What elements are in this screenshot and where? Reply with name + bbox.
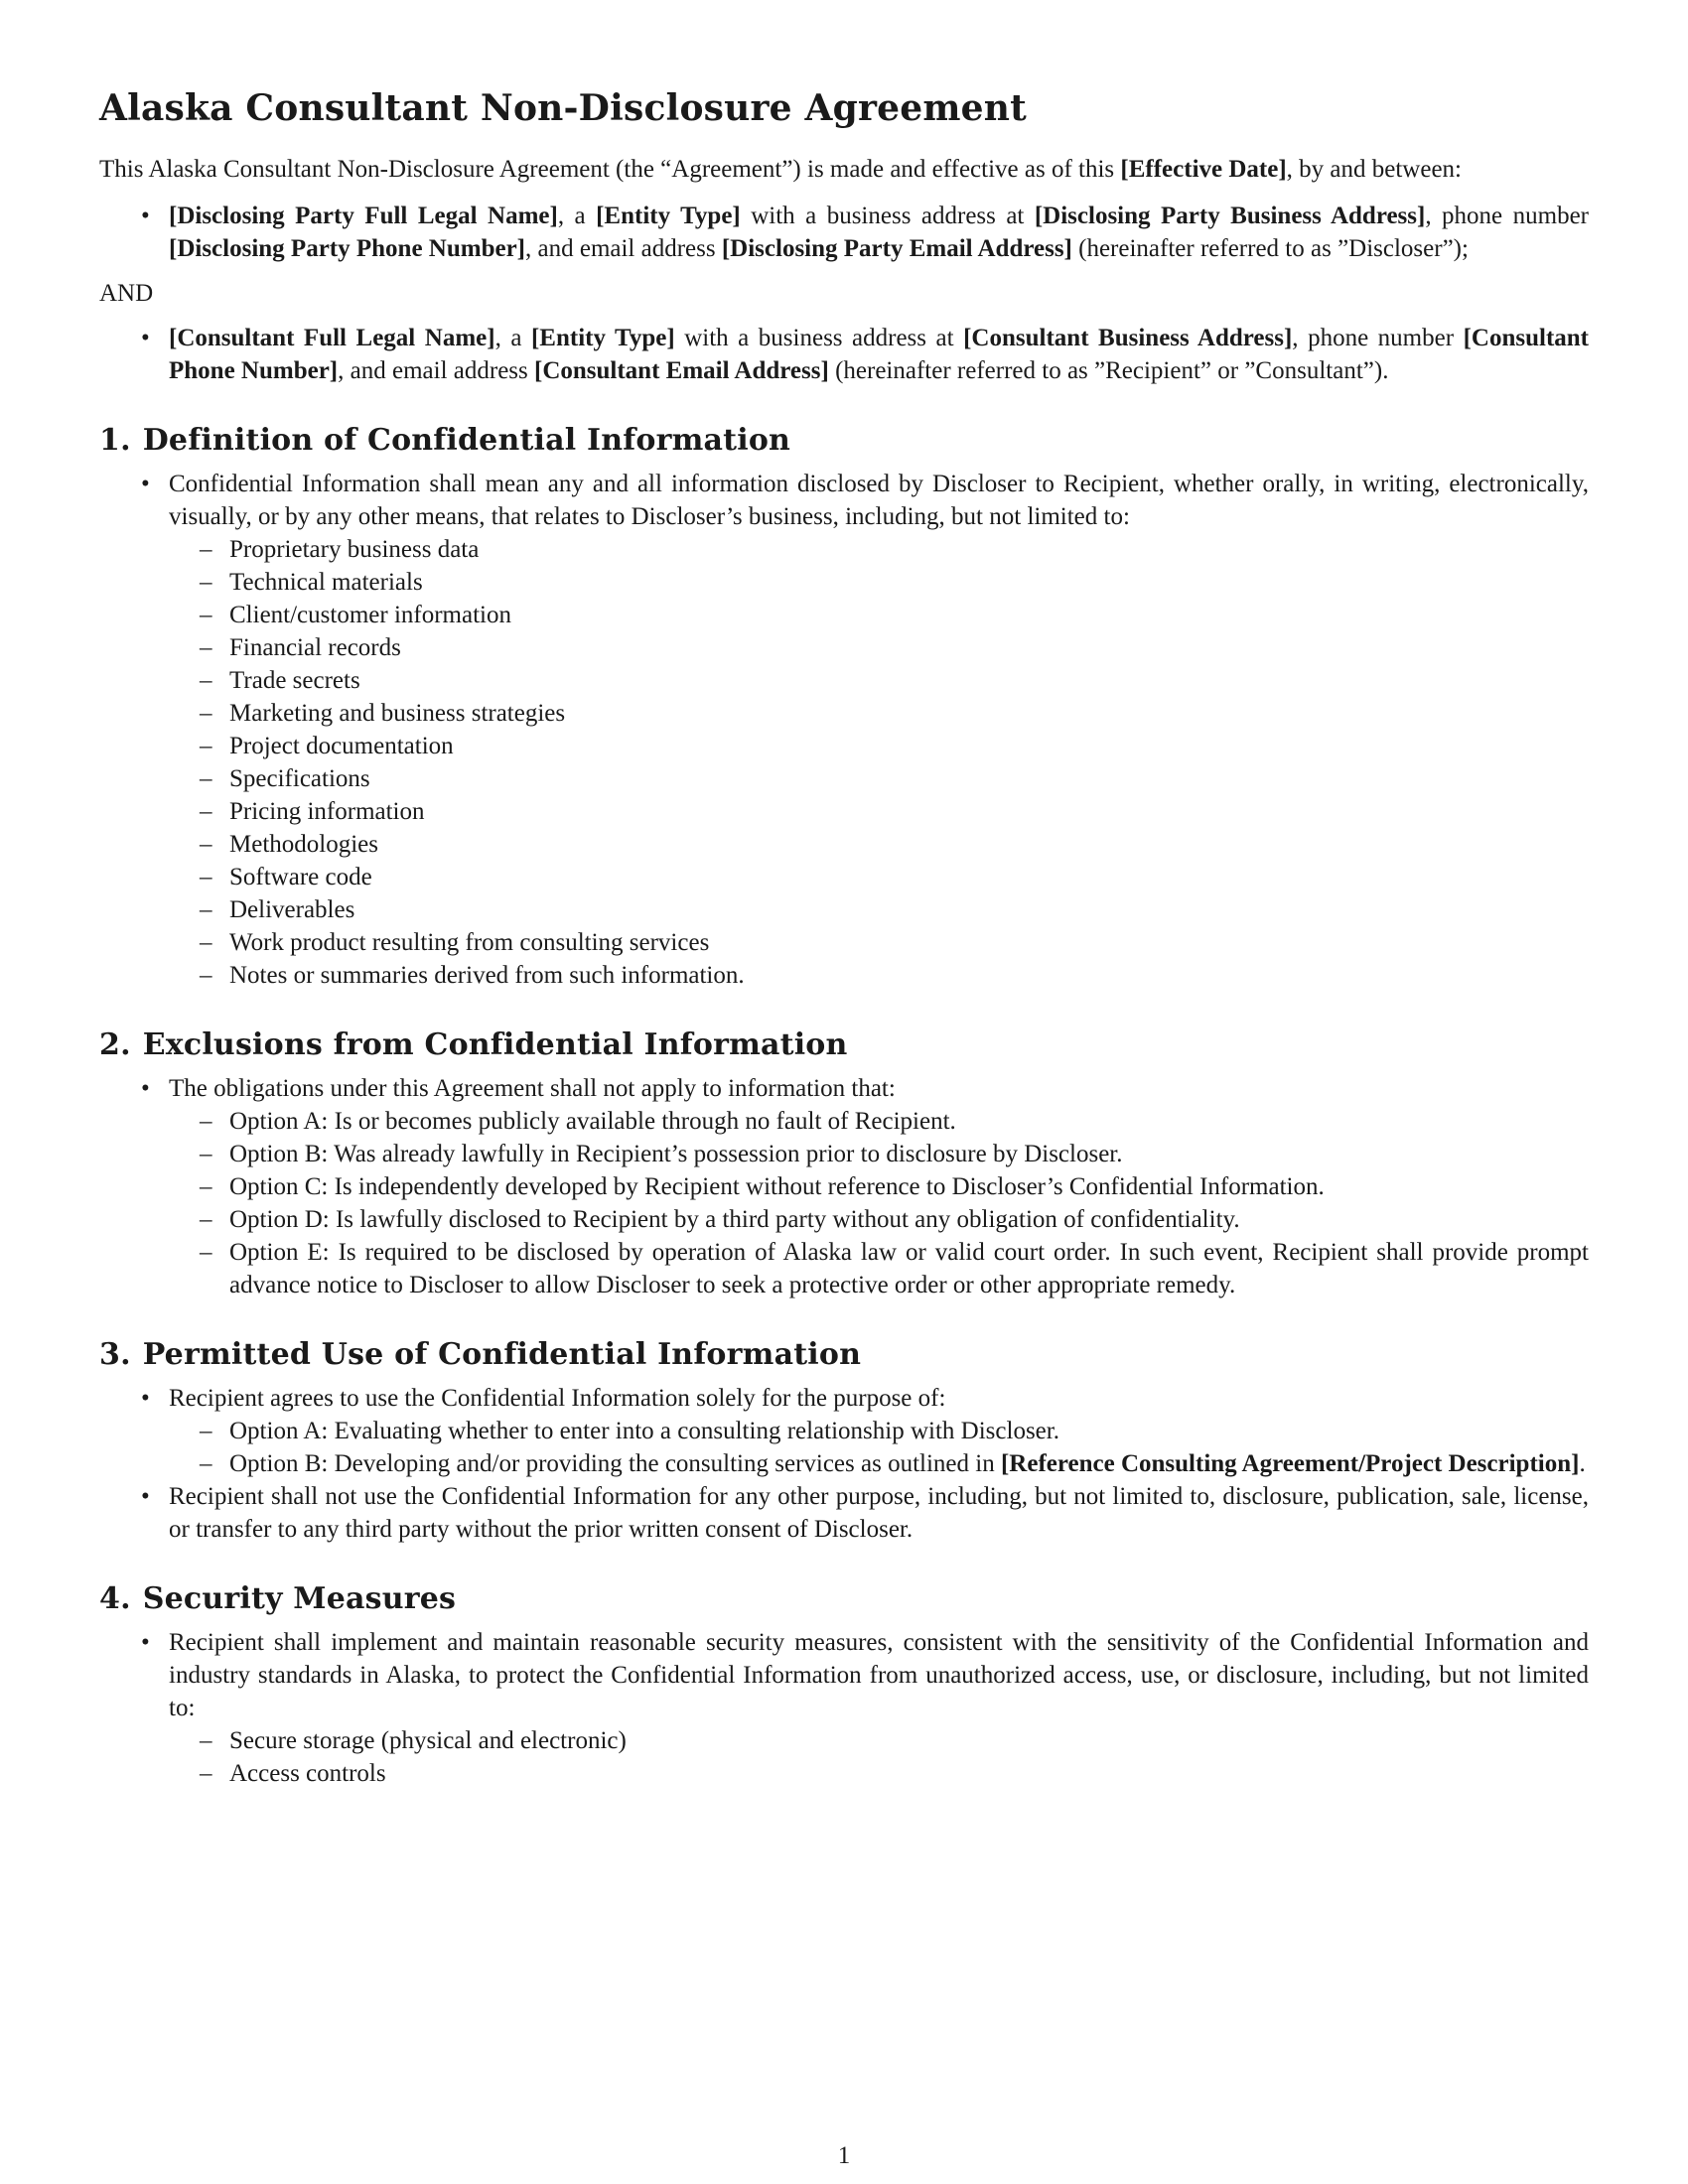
list-item: – Option E: Is required to be disclosed by operation of Alaska law or valid court order. In such event, Recipient shall provide prompt advance notice to Discloser to allow Discloser to seek a protective order or other appropriate remedy. [229, 1236, 1589, 1301]
list-item: – Secure storage (physical and electronic) [229, 1724, 1589, 1757]
party1-entity-field: [Entity Type] [596, 203, 741, 229]
party1-email-field: [Disclosing Party Email Address] [721, 235, 1072, 262]
section-2-list [99, 1072, 1589, 1301]
party1-address-field: [Disclosing Party Business Address] [1034, 203, 1426, 229]
party2-item: • [Consultant Full Legal Name], a [Entity Type] with a business address at [Consultant Business Address], phone number [Consultant Phone Number], and email address [Consultant Email Address] (hereinafter referred to as ”Recipient” or ”Consultant”). [169, 322, 1589, 387]
party1-item: • [Disclosing Party Full Legal Name], a [Entity Type] with a business address at [Disclosing Party Business Address], phone number [Disclosing Party Phone Number], and email address [Disclosing Party Email Address] (hereinafter referred to as ”Discloser”); [169, 200, 1589, 265]
list-item: – Work product resulting from consulting services [229, 926, 1589, 959]
party1-name-field: [Disclosing Party Full Legal Name] [169, 203, 558, 229]
document-title: Alaska Consultant Non-Disclosure Agreement [99, 87, 1027, 129]
list-item: – Pricing information [229, 795, 1589, 828]
list-item: – Option B: Developing and/or providing the consulting services as outlined in [Reference Consulting Agreement/Project Description]. [229, 1447, 1589, 1480]
document-page [99, 87, 1589, 1790]
list-item: – Option A: Evaluating whether to enter into a consulting relationship with Discloser. [229, 1415, 1589, 1447]
party2-entity-field: [Entity Type] [530, 325, 675, 351]
list-item: – Technical materials [229, 566, 1589, 599]
list-item: – Option B: Was already lawfully in Recipient’s possession prior to disclosure by Discloser. [229, 1138, 1589, 1170]
section-3-item: • Recipient agrees to use the Confidential Information solely for the purpose of: – Option A: Evaluating whether to enter into a consulting relationship with Discloser. – Option B: Developing and/or providing the consulting services as outlined in [Reference Consulting Agreement/Project Description]. [169, 1382, 1589, 1480]
section-2-item: • The obligations under this Agreement shall not apply to information that: – Option A: Is or becomes publicly available through no fault of Recipient. – Option B: Was already lawfully in Recipient’s possession prior to disclosure by Discloser. – Option C: Is independently developed by Recipient without reference to Discloser’s Confidential Information. – Option D: Is lawfully disclosed to Recipient by a third party without any obligation of confidentiality. – Option E: Is required to be disclosed by operation of Alaska law or valid court order. In such event, Recipient shall provide prompt advance notice to Discloser to allow Discloser to seek a protective order or other appropriate remedy. [169, 1072, 1589, 1301]
party2-list [99, 322, 1589, 387]
and-separator: AND [99, 280, 154, 307]
list-item: – Specifications [229, 762, 1589, 795]
intro-paragraph: This Alaska Consultant Non-Disclosure Agreement (the “Agreement”) is made and effective as of this [Effective Date], by and between: [99, 156, 1463, 183]
party2-address-field: [Consultant Business Address] [963, 325, 1293, 351]
list-item: – Client/customer information [229, 599, 1589, 631]
page-number: 1 [837, 2142, 851, 2169]
list-item: – Deliverables [229, 893, 1589, 926]
list-item: – Option D: Is lawfully disclosed to Recipient by a third party without any obligation of confidentiality. [229, 1203, 1589, 1236]
section-4-list [99, 1626, 1589, 1790]
party1-list [99, 200, 1589, 265]
section-1-sublist [169, 533, 1589, 992]
party2-name-field: [Consultant Full Legal Name] [169, 325, 495, 351]
list-item: – Marketing and business strategies [229, 697, 1589, 730]
section-2-heading: 2. Exclusions from Confidential Information [99, 1027, 848, 1062]
section-4-sublist [169, 1724, 1589, 1790]
section-4-heading: 4. Security Measures [99, 1581, 457, 1616]
list-item: – Notes or summaries derived from such information. [229, 959, 1589, 992]
party1-phone-field: [Disclosing Party Phone Number] [169, 235, 525, 262]
party2-email-field: [Consultant Email Address] [534, 357, 829, 384]
list-item: – Methodologies [229, 828, 1589, 861]
list-item: – Software code [229, 861, 1589, 893]
section-1-heading: 1. Definition of Confidential Information [99, 423, 791, 458]
section-3-list [99, 1382, 1589, 1546]
list-item: – Proprietary business data [229, 533, 1589, 566]
section-3-sublist [169, 1415, 1589, 1480]
section-2-sublist [169, 1105, 1589, 1301]
party2-phone-field: [Consultant Phone Number] [169, 325, 1589, 384]
section-1-item: • Confidential Information shall mean any and all information disclosed by Discloser to Recipient, whether orally, in writing, electronically, visually, or by any other means, that relates to Discloser’s business, including, but not limited to: – Proprietary business data – Technical materials – Client/customer information – Financial records – Trade secrets – Marketing and business strategies – Project documentation – Specifications – Pricing information – Methodologies – Software code – Deliverables – Work product resulting from consulting services – Notes or summaries derived from such information. [169, 468, 1589, 992]
section-4-item: • Recipient shall implement and maintain reasonable security measures, consistent with the sensitivity of the Confidential Information and industry standards in Alaska, to protect the Confidential Information from unauthorized access, use, or disclosure, including, but not limited to: – Secure storage (physical and electronic) – Access controls [169, 1626, 1589, 1790]
list-item: – Trade secrets [229, 664, 1589, 697]
list-item: – Access controls [229, 1757, 1589, 1790]
effective-date-field: [Effective Date] [1120, 156, 1287, 183]
section-3-heading: 3. Permitted Use of Confidential Information [99, 1337, 862, 1372]
list-item: – Option A: Is or becomes publicly available through no fault of Recipient. [229, 1105, 1589, 1138]
section-3-item: • Recipient shall not use the Confidential Information for any other purpose, including, but not limited to, disclosure, publication, sale, license, or transfer to any third party without the prior written consent of Discloser. [169, 1480, 1589, 1546]
list-item: – Project documentation [229, 730, 1589, 762]
list-item: – Financial records [229, 631, 1589, 664]
list-item: – Option C: Is independently developed by Recipient without reference to Discloser’s Confidential Information. [229, 1170, 1589, 1203]
reference-field: [Reference Consulting Agreement/Project Description] [1000, 1450, 1580, 1477]
section-1-list [99, 468, 1589, 992]
